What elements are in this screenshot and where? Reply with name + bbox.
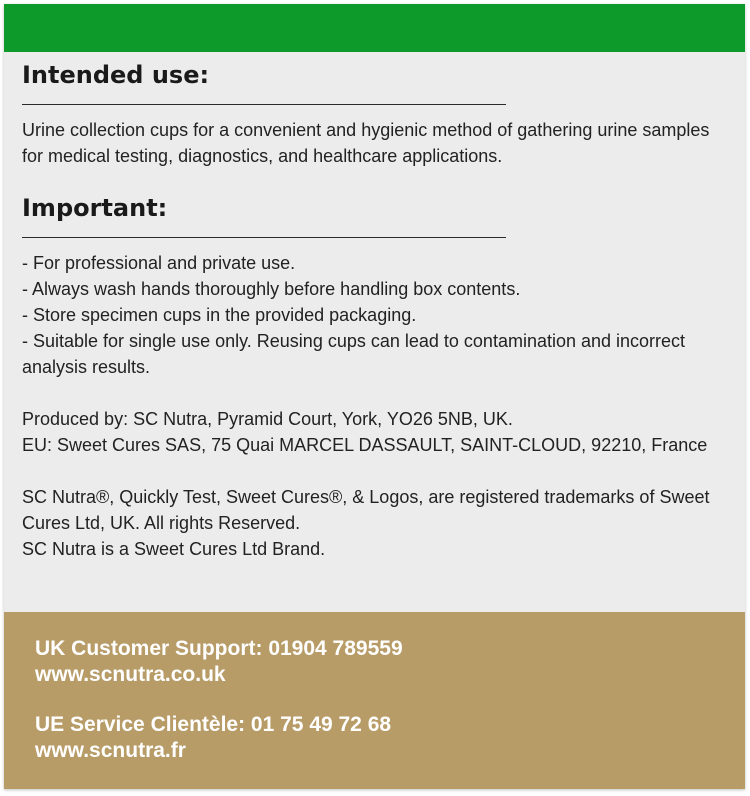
info-panel	[4, 4, 745, 789]
footer-spacer	[35, 688, 403, 712]
producer-line: Produced by: SC Nutra, Pyramid Court, York, YO26 5NB, UK.	[22, 409, 513, 429]
brand-notice: SC Nutra is a Sweet Cures Ltd Brand.	[22, 539, 326, 559]
list-item: - For professional and private use.	[22, 253, 296, 273]
eu-support-phone: UE Service Clientèle: 01 75 49 72 68	[35, 713, 392, 736]
support-contacts	[35, 636, 403, 764]
intended-use-title: Intended use:	[22, 61, 210, 89]
eu-address-line: EU: Sweet Cures SAS, 75 Quai MARCEL DASSAULT, SAINT-CLOUD, 92210, France	[22, 435, 708, 455]
intended-use-divider	[22, 104, 506, 105]
trademark-block	[22, 484, 727, 562]
support-footer	[4, 612, 745, 789]
producer-block	[22, 406, 727, 458]
eu-website-link[interactable]: www.scnutra.fr	[35, 739, 186, 762]
important-divider	[22, 237, 506, 238]
intended-use-text: Urine collection cups for a convenient and hygienic method of gathering urine samples for medical testing, diagnostics, and healthcare applications.	[22, 120, 710, 166]
important-list	[22, 250, 727, 380]
uk-website-link[interactable]: www.scnutra.co.uk	[35, 663, 226, 686]
list-item: - Always wash hands thoroughly before handling box contents.	[22, 279, 521, 299]
list-item: - Store specimen cups in the provided packaging.	[22, 305, 417, 325]
green-header-band	[4, 4, 745, 52]
content-area	[22, 60, 727, 562]
important-title: Important:	[22, 194, 168, 222]
list-item: - Suitable for single use only. Reusing cups can lead to contamination and incorrect analysis results.	[22, 331, 686, 377]
uk-support-phone: UK Customer Support: 01904 789559	[35, 637, 403, 660]
trademark-notice: SC Nutra®, Quickly Test, Sweet Cures®, & Logos, are registered trademarks of Sweet Cures Ltd, UK. All rights Reserved.	[22, 487, 710, 533]
